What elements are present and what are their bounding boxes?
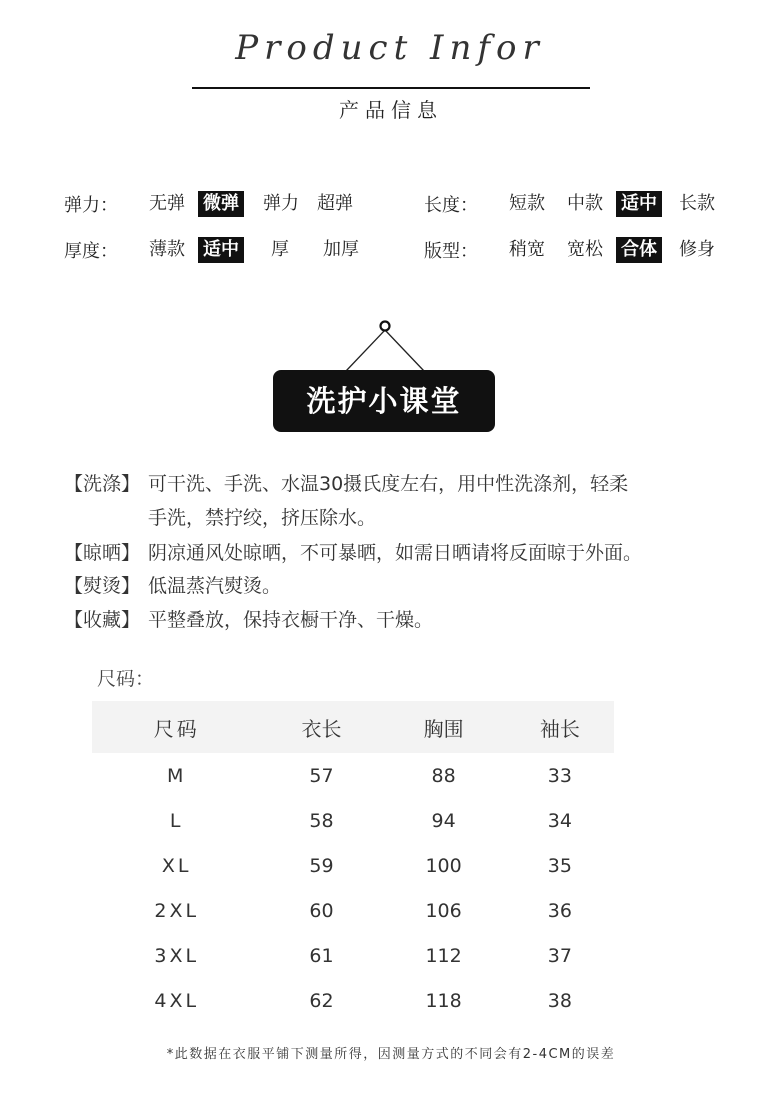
care-dry-text: 阴凉通风处晾晒，不可暴晒，如需日晒请将反面晾于外面。 xyxy=(148,542,643,564)
care-iron-label: 【熨烫】 xyxy=(64,575,141,597)
care-store xyxy=(64,603,744,637)
cell-size: M xyxy=(167,764,187,787)
attr-label: 弹力： xyxy=(64,195,118,216)
cell-chest: 100 xyxy=(425,854,462,877)
header-length: 衣长 xyxy=(261,701,381,753)
header-chest: 胸围 xyxy=(381,701,505,753)
care-title-badge: 洗护小课堂 xyxy=(273,370,495,432)
care-dry xyxy=(64,536,744,570)
cell-length: 62 xyxy=(309,989,334,1012)
attr-length xyxy=(424,189,728,219)
attr-label: 厚度： xyxy=(64,241,118,262)
cell-chest: 88 xyxy=(431,764,456,787)
option-short: 短款 xyxy=(509,193,545,214)
cell-length: 57 xyxy=(309,764,334,787)
cell-size: 4XL xyxy=(154,989,200,1012)
care-dry-label: 【晾晒】 xyxy=(64,542,141,564)
option-slightly-loose: 稍宽 xyxy=(509,239,545,260)
option-medium: 中款 xyxy=(567,193,603,214)
size-table xyxy=(92,701,614,1023)
care-iron xyxy=(64,569,744,603)
care-iron-text: 低温蒸汽熨烫。 xyxy=(148,575,282,597)
cell-chest: 118 xyxy=(425,989,462,1012)
table-row xyxy=(92,843,614,888)
cell-sleeve: 35 xyxy=(547,854,572,877)
size-label: 尺码： xyxy=(97,668,155,690)
care-wash-text: 可干洗、手洗、水温30摄氏度左右，用中性洗涤剂，轻柔 xyxy=(148,473,629,495)
option-fitted-selected: 合体 xyxy=(616,237,662,263)
cell-length: 61 xyxy=(309,944,334,967)
care-wash xyxy=(64,467,744,535)
care-wash-text-cont: 手洗，禁拧绞，挤压除水。 xyxy=(148,507,377,529)
option-slim: 修身 xyxy=(679,239,715,260)
cell-size: 3XL xyxy=(154,944,200,967)
care-store-label: 【收藏】 xyxy=(64,609,141,631)
table-row xyxy=(92,798,614,843)
option-thin: 薄款 xyxy=(149,239,185,260)
cell-length: 58 xyxy=(309,809,334,832)
option-extra-thick: 加厚 xyxy=(323,239,359,260)
header-divider xyxy=(192,87,590,89)
attr-elasticity xyxy=(64,189,366,219)
option-thick: 厚 xyxy=(271,239,289,260)
cell-chest: 94 xyxy=(431,809,456,832)
script-title: Product Infor xyxy=(235,28,545,68)
table-row xyxy=(92,933,614,978)
table-row xyxy=(92,978,614,1023)
attr-label: 长度： xyxy=(424,195,478,216)
attr-label: 版型： xyxy=(424,241,478,262)
cell-size: 2XL xyxy=(154,899,200,922)
option-regular-thickness-selected: 适中 xyxy=(198,237,244,263)
option-super-stretch: 超弹 xyxy=(317,193,353,214)
header-sleeve: 袖长 xyxy=(506,701,614,753)
cell-sleeve: 36 xyxy=(547,899,572,922)
attr-fit xyxy=(424,235,728,265)
cell-length: 59 xyxy=(309,854,334,877)
option-long: 长款 xyxy=(679,193,715,214)
table-row xyxy=(92,753,614,798)
cell-chest: 112 xyxy=(425,944,462,967)
cell-length: 60 xyxy=(309,899,334,922)
hanger-icon xyxy=(340,316,430,372)
cell-size: L xyxy=(169,809,184,832)
measurement-footnote: *此数据在衣服平铺下测量所得，因测量方式的不同会有2-4CM的误差 xyxy=(166,1047,616,1062)
size-table-header xyxy=(92,701,614,753)
option-loose: 宽松 xyxy=(567,239,603,260)
attr-thickness xyxy=(64,235,372,265)
care-store-text: 平整叠放，保持衣橱干净、干燥。 xyxy=(148,609,434,631)
cell-sleeve: 33 xyxy=(547,764,572,787)
care-wash-label: 【洗涤】 xyxy=(64,473,141,495)
page-title: 产品信息 xyxy=(339,98,443,122)
option-no-stretch: 无弹 xyxy=(149,193,185,214)
cell-sleeve: 34 xyxy=(547,809,572,832)
cell-sleeve: 37 xyxy=(547,944,572,967)
option-stretch: 弹力 xyxy=(263,193,299,214)
cell-chest: 106 xyxy=(425,899,462,922)
cell-sleeve: 38 xyxy=(547,989,572,1012)
option-slight-stretch-selected: 微弹 xyxy=(198,191,244,217)
header-size: 尺码 xyxy=(92,701,261,753)
option-regular-length-selected: 适中 xyxy=(616,191,662,217)
table-row xyxy=(92,888,614,933)
cell-size: XL xyxy=(161,854,192,877)
